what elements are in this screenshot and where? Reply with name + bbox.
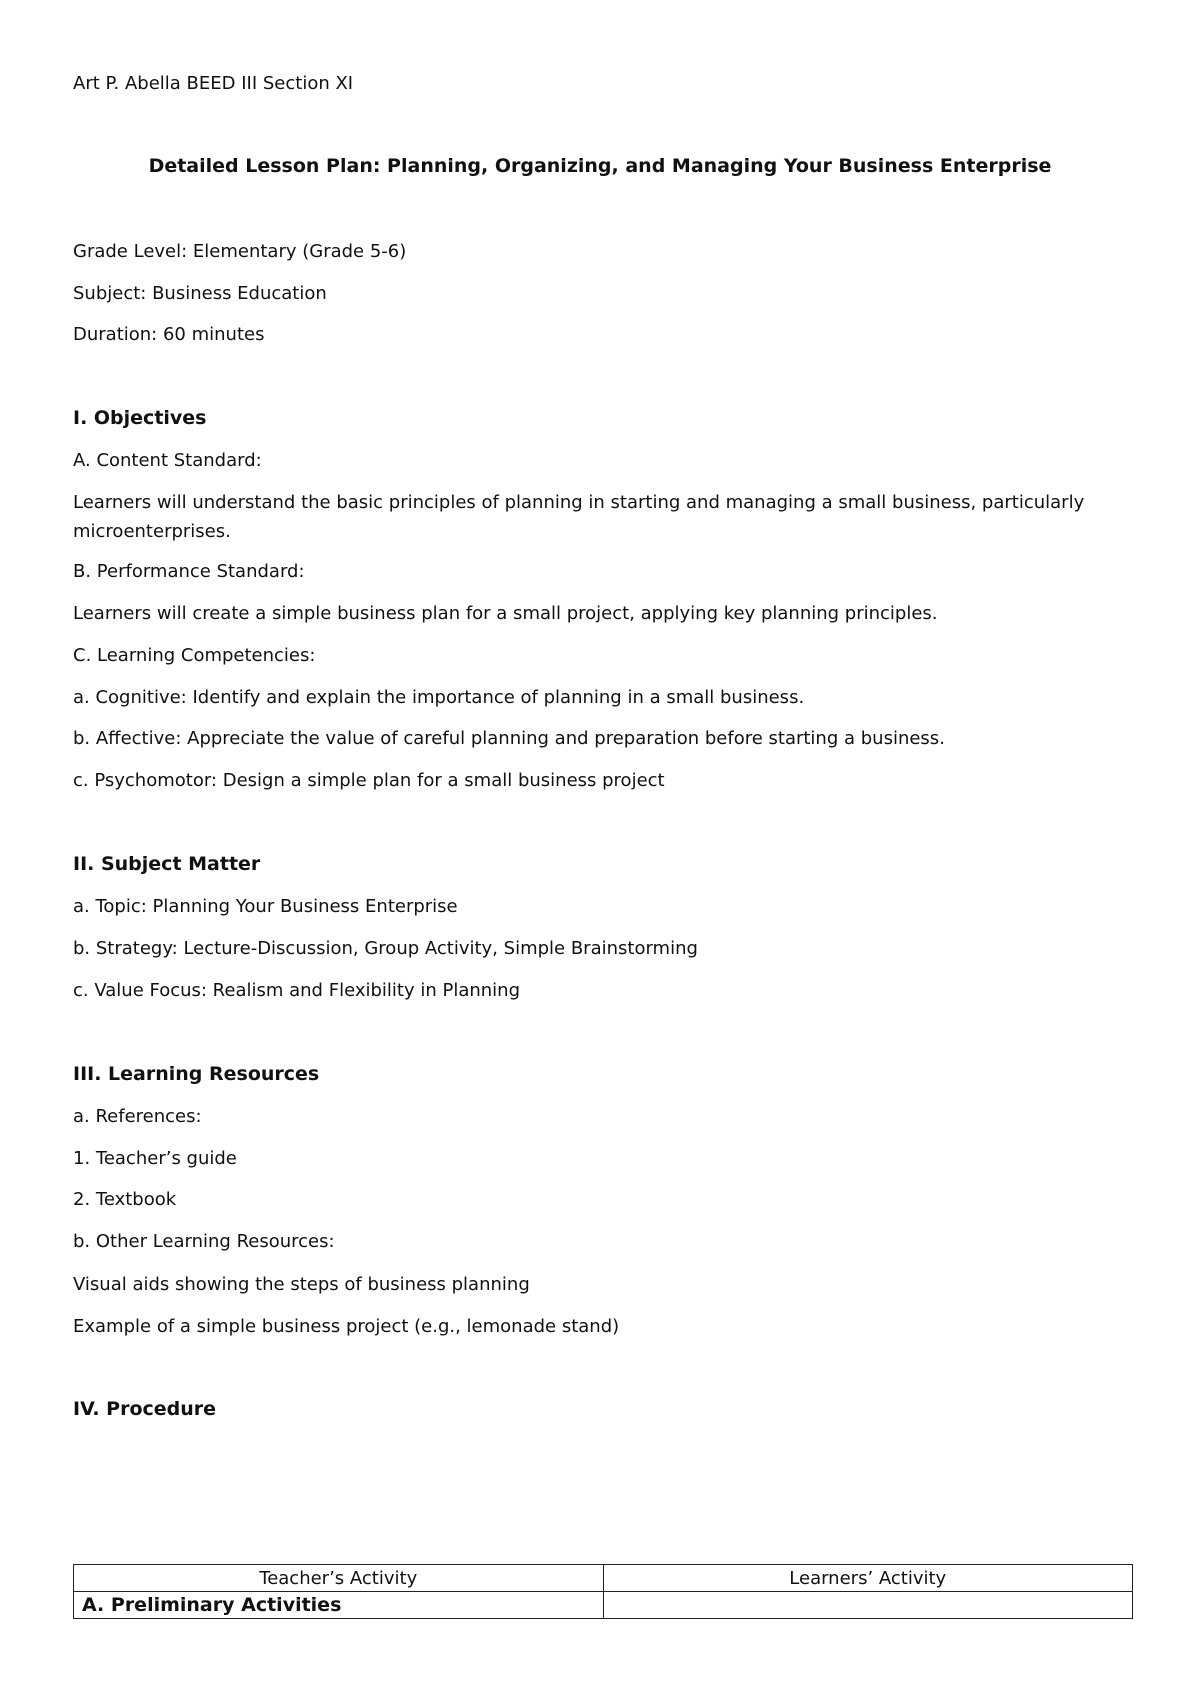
other-resource-item: Visual aids showing the steps of business planning [73,1274,530,1295]
subject: Subject: Business Education [73,283,327,304]
value-focus: c. Value Focus: Realism and Flexibility in Planning [73,980,521,1001]
column-header-learners: Learners’ Activity [603,1565,1133,1592]
competency-affective: b. Affective: Appreciate the value of careful planning and preparation before starting a business. [73,728,945,749]
grade-level: Grade Level: Elementary (Grade 5-6) [73,241,407,262]
procedure-heading: IV. Procedure [73,1398,217,1420]
content-standard-text: Learners will understand the basic principles of planning in starting and managing a small business, particularly microenterprises. [73,492,1085,542]
competencies-label: C. Learning Competencies: [73,645,316,666]
performance-standard-label: B. Performance Standard: [73,561,305,582]
table-row [74,1592,1133,1619]
table-header-row [74,1565,1133,1592]
table-cell-learners [603,1592,1133,1619]
duration: Duration: 60 minutes [73,324,265,345]
table-cell-phase: A. Preliminary Activities [74,1592,604,1619]
other-resource-item: Example of a simple business project (e.g., lemonade stand) [73,1316,620,1337]
page-title: Detailed Lesson Plan: Planning, Organizing, and Managing Your Business Enterprise [148,155,1052,177]
procedure-table [73,1564,1133,1619]
reference-item: 1. Teacher’s guide [73,1148,237,1169]
resources-heading: III. Learning Resources [73,1063,320,1085]
content-standard-label: A. Content Standard: [73,450,262,471]
column-header-teacher: Teacher’s Activity [74,1565,604,1592]
competency-cognitive: a. Cognitive: Identify and explain the importance of planning in a small business. [73,687,805,708]
topic: a. Topic: Planning Your Business Enterprise [73,896,458,917]
author-line: Art P. Abella BEED III Section XI [73,73,354,94]
other-resources-label: b. Other Learning Resources: [73,1231,335,1252]
reference-item: 2. Textbook [73,1189,177,1210]
strategy: b. Strategy: Lecture-Discussion, Group Activity, Simple Brainstorming [73,938,698,959]
subject-matter-heading: II. Subject Matter [73,853,261,875]
references-label: a. References: [73,1106,202,1127]
competency-psychomotor: c. Psychomotor: Design a simple plan for a small business project [73,770,665,791]
performance-standard-text: Learners will create a simple business plan for a small project, applying key planning principles. [73,603,938,624]
objectives-heading: I. Objectives [73,407,207,429]
